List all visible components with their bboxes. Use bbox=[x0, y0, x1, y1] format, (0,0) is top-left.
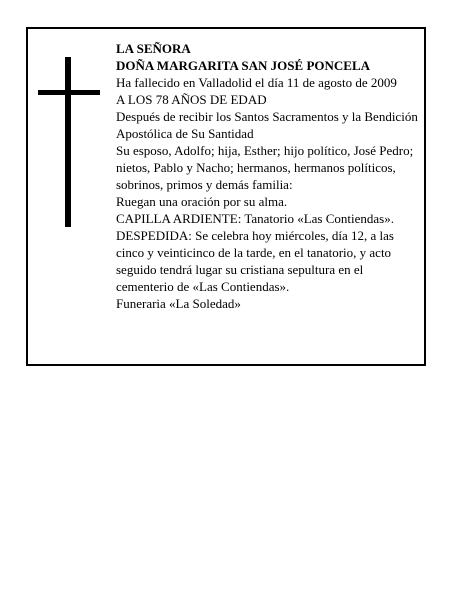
cross-icon bbox=[38, 57, 100, 227]
notice-heading-title: LA SEÑORA bbox=[116, 41, 191, 56]
age-line: A LOS 78 AÑOS DE EDAD bbox=[116, 92, 267, 107]
cross-vertical-bar bbox=[65, 57, 71, 227]
sacraments-line: Después de recibir los Santos Sacramentos y la Bendición Apostólica de Su Santidad bbox=[116, 109, 418, 141]
prayer-line: Ruegan una oración por su alma. bbox=[116, 194, 288, 209]
notice-heading-name: DOÑA MARGARITA SAN JOSÉ PONCELA bbox=[116, 58, 371, 73]
family-line: Su esposo, Adolfo; hija, Esther; hijo político, José Pedro; nietos, Pablo y Nacho; hermanos, hermanos políticos, sobrinos, primos y demás familia: bbox=[116, 143, 414, 192]
farewell-line: DESPEDIDA: Se celebra hoy miércoles, día 12, a las cinco y veinticinco de la tarde, en el tanatorio, y acto seguido tendrá lugar su cristiana sepultura en el cementerio de «Las Contiendas». bbox=[116, 228, 394, 294]
funeral-home-line: Funeraria «La Soledad» bbox=[116, 296, 241, 311]
obituary-notice bbox=[26, 27, 426, 366]
notice-text bbox=[116, 40, 420, 312]
chapel-line: CAPILLA ARDIENTE: Tanatorio «Las Contiendas». bbox=[116, 211, 394, 226]
death-date-line: Ha fallecido en Valladolid el día 11 de agosto de 2009 bbox=[116, 75, 397, 90]
cross-horizontal-bar bbox=[38, 90, 100, 95]
